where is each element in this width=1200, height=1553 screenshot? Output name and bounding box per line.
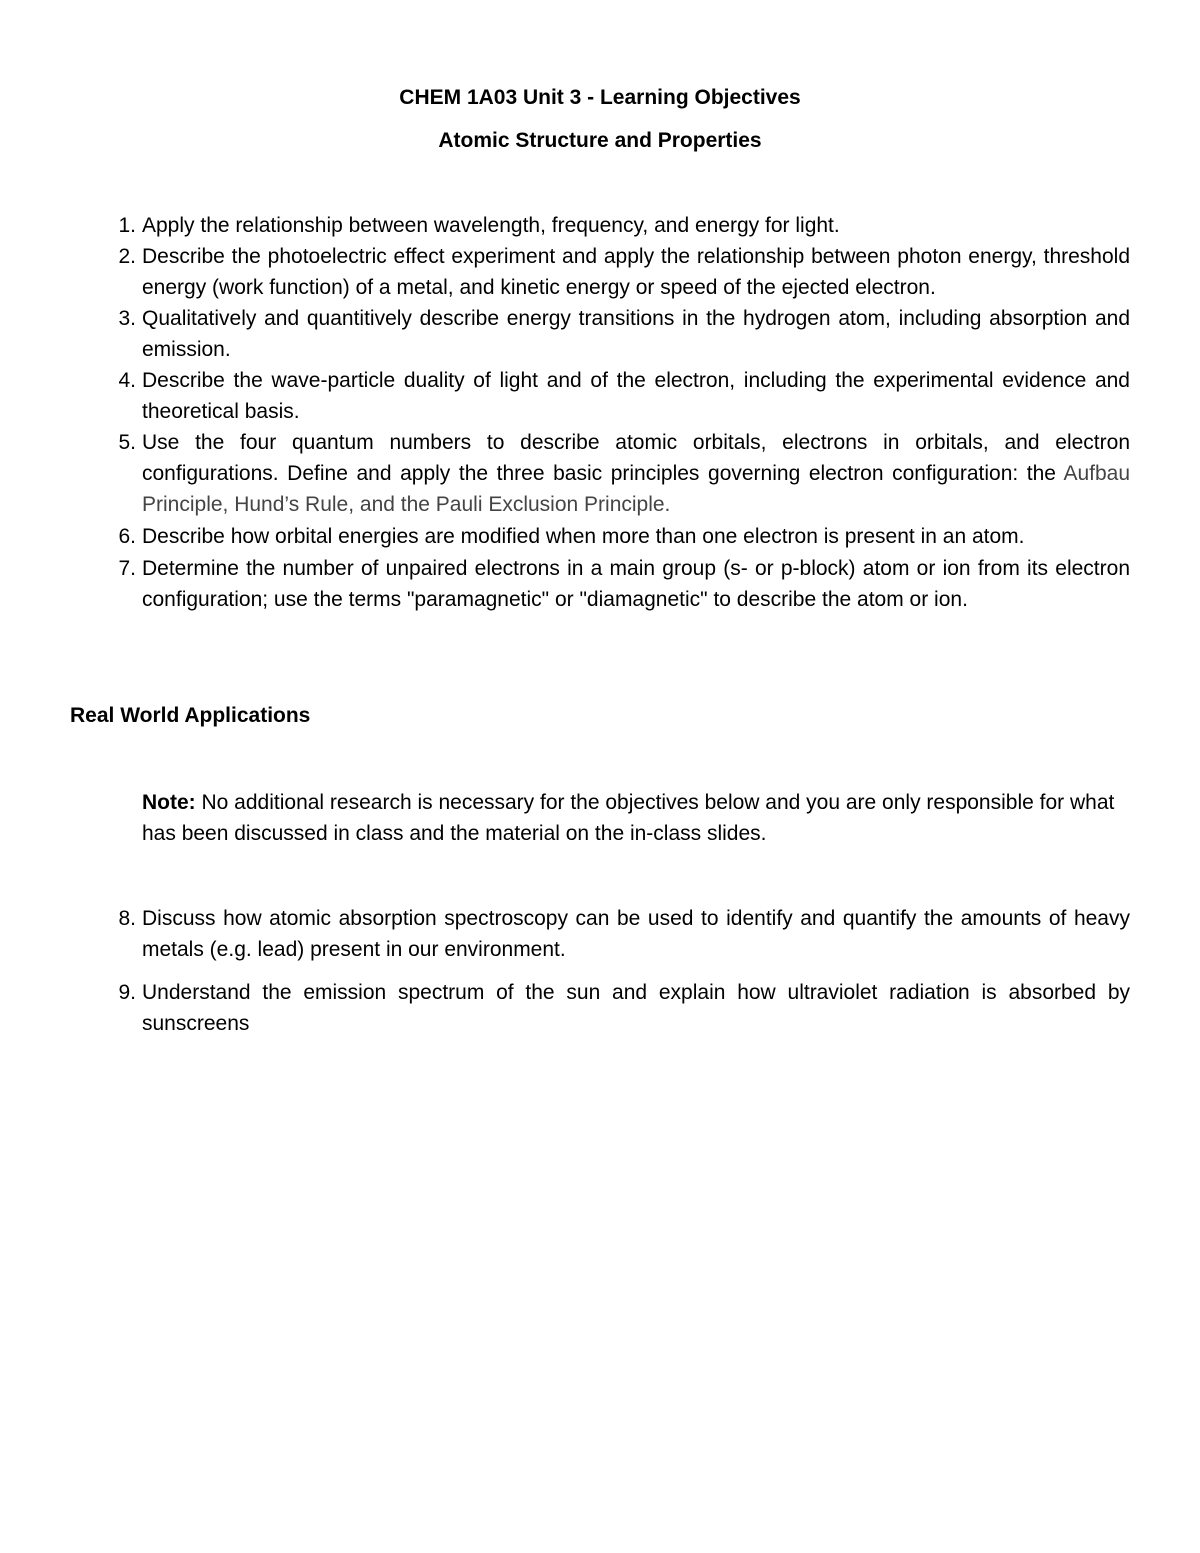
objective-text: Describe the wave-particle duality of light and of the electron, including the experimental evidence and theoretical basis. — [142, 369, 1130, 423]
objective-text: Qualitatively and quantitively describe energy transitions in the hydrogen atom, including absorption and emission. — [142, 307, 1130, 361]
note-text: No additional research is necessary for the objectives below and you are only responsible for what has been discussed in class and the material on the in-class slides. — [142, 791, 1115, 845]
objective-text: Determine the number of unpaired electrons in a main group (s- or p-block) atom or ion from its electron configuration; use the terms "paramagnetic" or "diamagnetic" to describe the atom or ion. — [142, 557, 1130, 611]
objective-number: 4. — [118, 369, 136, 392]
objective-number: 7. — [118, 557, 136, 580]
document-subtitle: Atomic Structure and Properties — [438, 129, 762, 152]
objective-number: 9. — [118, 981, 136, 1004]
objective-text: Describe the photoelectric effect experiment and apply the relationship between photon energy, threshold energy (work function) of a metal, and kinetic energy or speed of the ejected electron. — [142, 245, 1130, 299]
document-title: CHEM 1A03 Unit 3 - Learning Objectives — [399, 86, 801, 109]
objective-number: 6. — [118, 525, 136, 548]
objective-number: 8. — [118, 907, 136, 930]
objective-text-main: Use the four quantum numbers to describe atomic orbitals, electrons in orbitals, and electron configurations. Define and apply the three basic principles governing electron configuration: the — [142, 431, 1130, 485]
objective-number: 2. — [118, 245, 136, 268]
section-heading: Real World Applications — [70, 704, 311, 727]
note-label: Note: — [142, 791, 196, 814]
objective-text: Understand the emission spectrum of the sun and explain how ultraviolet radiation is absorbed by sunscreens — [142, 981, 1130, 1035]
objective-number: 5. — [118, 431, 136, 454]
objective-text: Apply the relationship between wavelength, frequency, and energy for light. — [142, 214, 840, 237]
objective-text — [142, 427, 1130, 520]
objective-number: 1. — [118, 214, 136, 237]
objective-text: Discuss how atomic absorption spectroscopy can be used to identify and quantify the amounts of heavy metals (e.g. lead) present in our environment. — [142, 907, 1130, 961]
objective-number: 3. — [118, 307, 136, 330]
note-paragraph — [142, 787, 1130, 849]
objective-text-principles: Aufbau Principle, Hund’s Rule, and the Pauli Exclusion Principle. — [142, 462, 1130, 516]
objective-text: Describe how orbital energies are modified when more than one electron is present in an atom. — [142, 525, 1025, 548]
